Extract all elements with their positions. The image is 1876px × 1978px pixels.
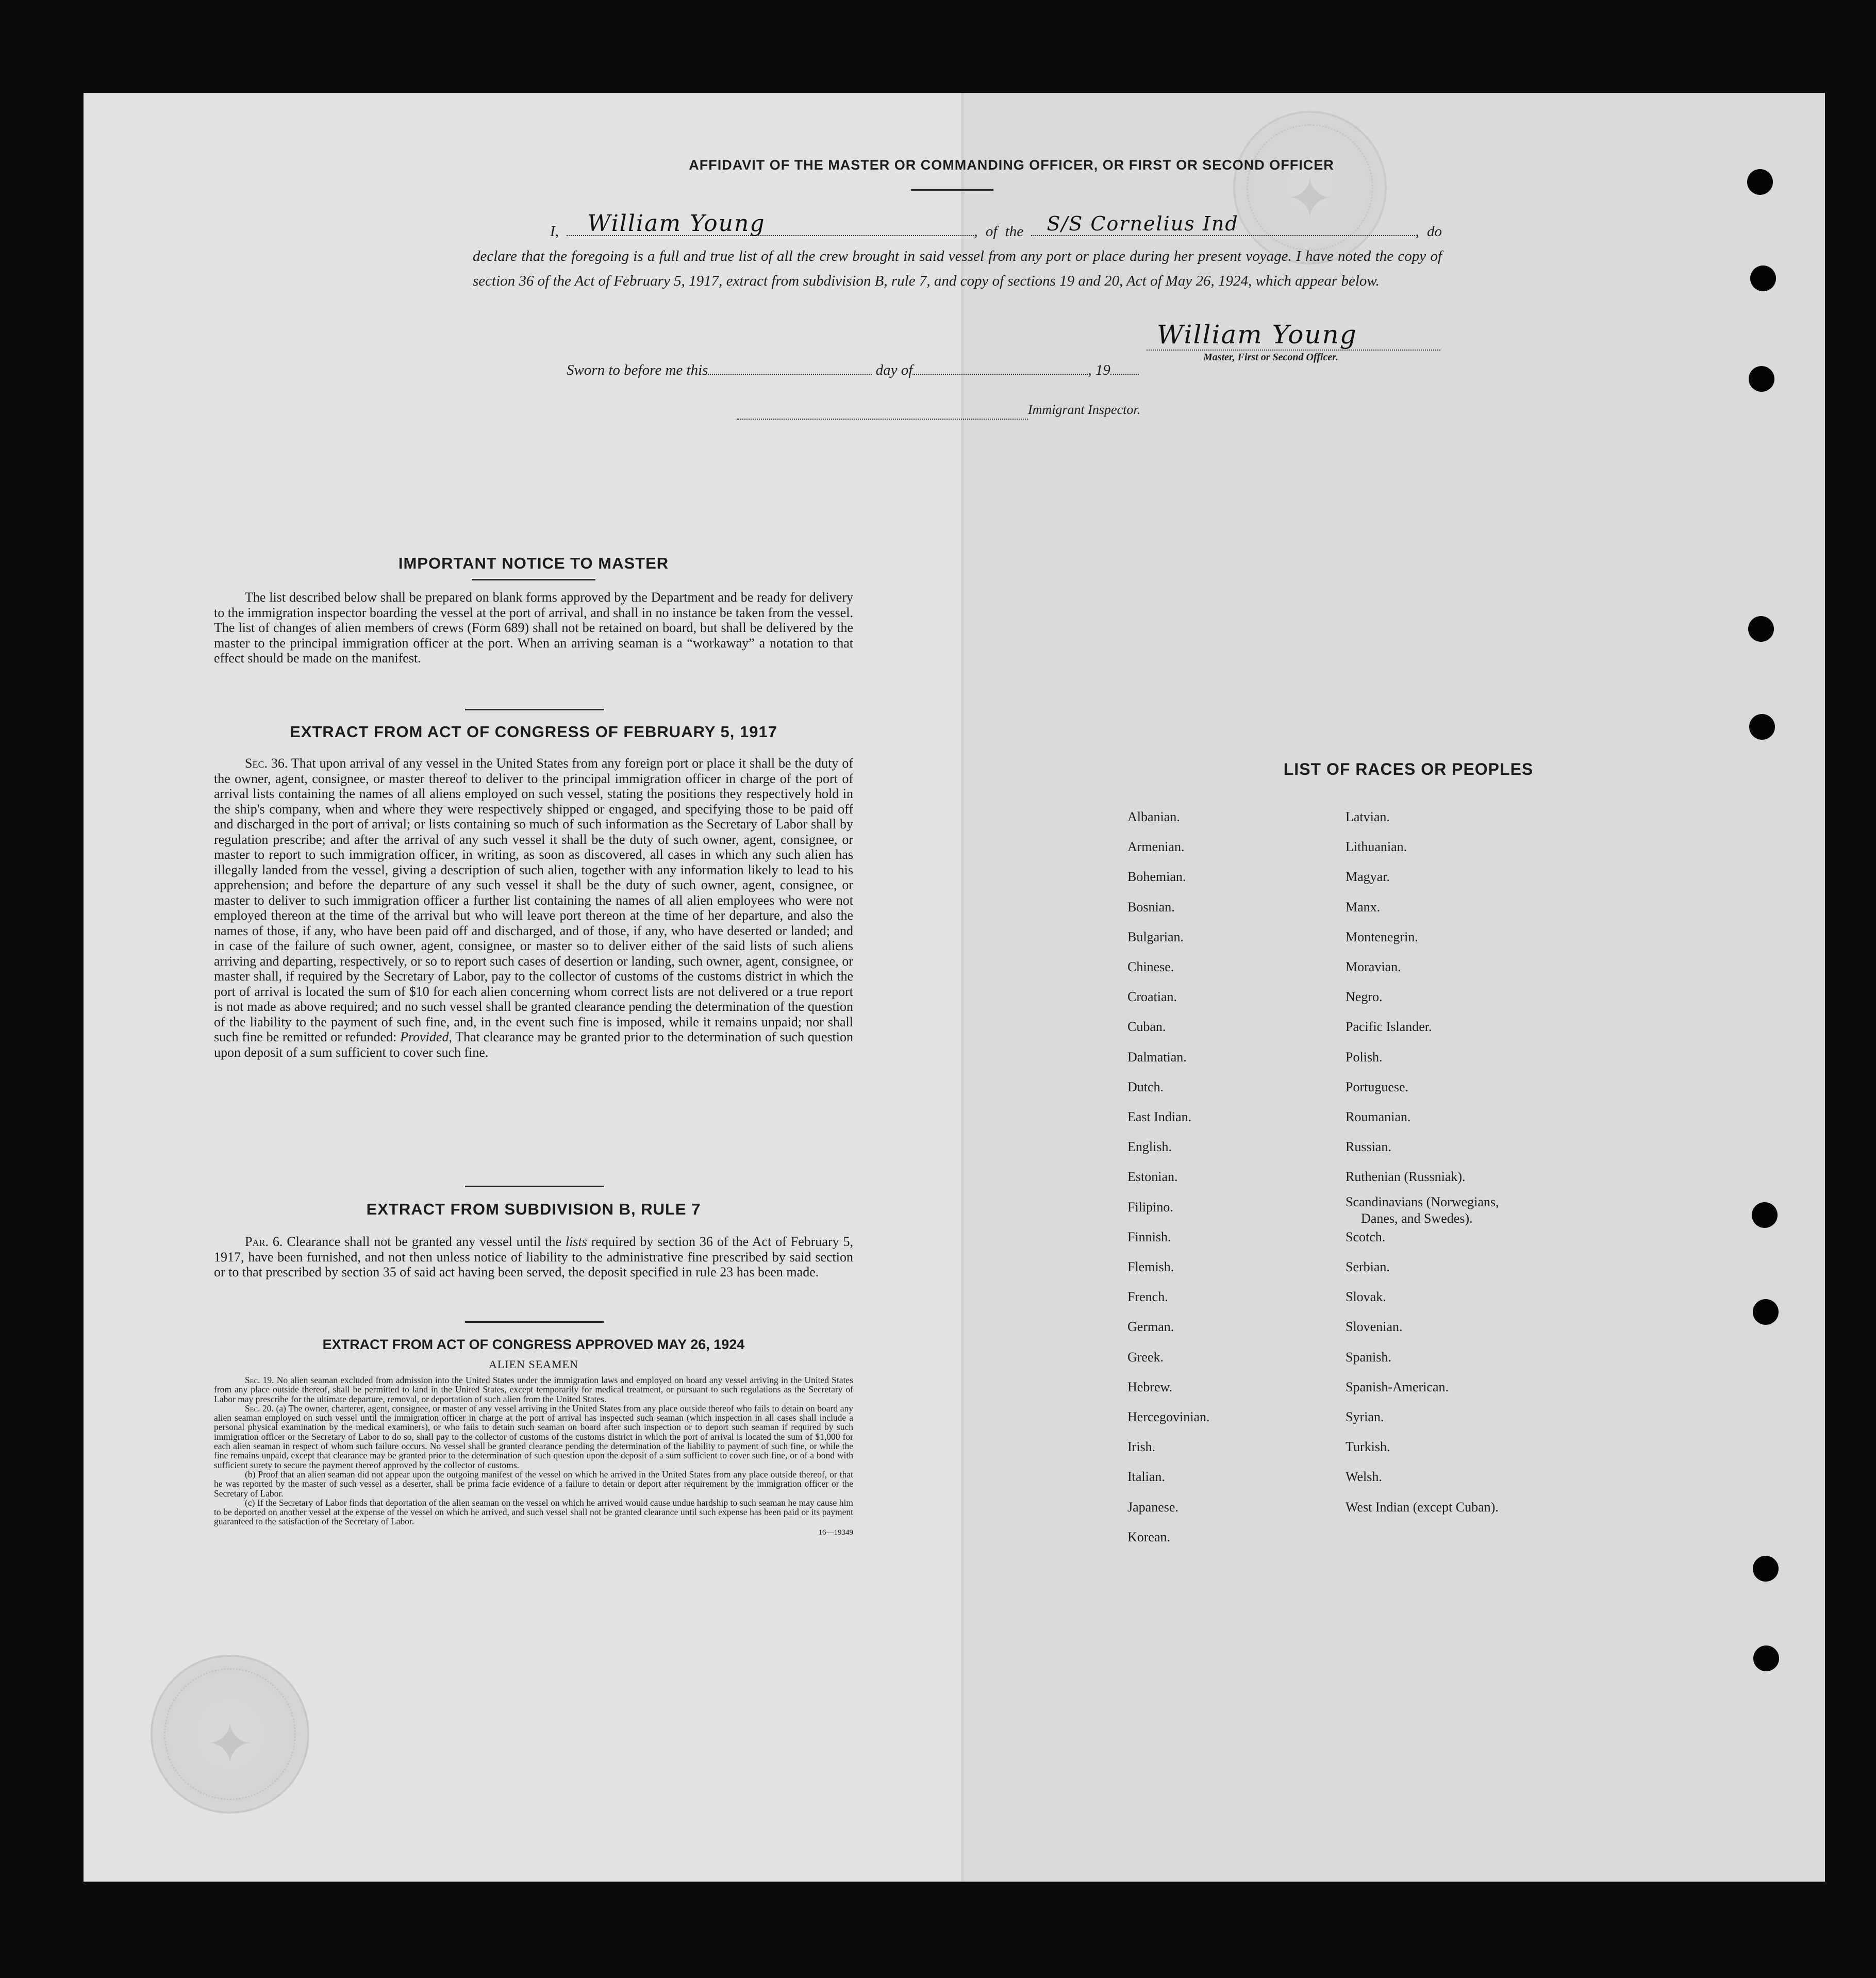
affidavit-i-prefix: I, [550, 223, 559, 240]
race-item: Welsh. [1346, 1469, 1382, 1485]
race-item: Russian. [1346, 1139, 1391, 1155]
race-item: Syrian. [1346, 1409, 1384, 1424]
race-item: Polish. [1346, 1049, 1383, 1065]
sworn-month-field [912, 362, 1088, 375]
notice-body [214, 590, 853, 666]
race-item: Montenegrin. [1346, 929, 1418, 944]
race-item: Latvian. [1346, 809, 1390, 824]
extract-1917-section [214, 723, 853, 1060]
race-item: Scandinavians (Norwegians, [1346, 1194, 1499, 1209]
race-item: Irish. [1127, 1439, 1156, 1455]
race-item: Japanese. [1127, 1499, 1178, 1515]
race-item: Armenian. [1127, 839, 1185, 855]
race-item: Magyar. [1346, 869, 1390, 885]
affidavit-do-declare: , do declare [473, 223, 1442, 264]
binder-hole [1752, 1202, 1778, 1228]
binder-hole [1753, 1645, 1779, 1671]
race-item: Ruthenian (Russniak). [1346, 1169, 1466, 1185]
notice-section [214, 554, 853, 666]
sec20c-text: (c) If the Secretary of Labor finds that deportation of the alien seaman on the vessel on which he arrived would cause undue hardship to such seaman he may cause him to be deported on another vessel at the expense of the vessel on which he arrived, and such vessel shall not be granted clearance until such expense has been paid or its payment guaranteed to the satisfaction of the Secretary of Labor. [214, 1497, 853, 1527]
race-item: German. [1127, 1319, 1174, 1335]
race-item: Spanish. [1346, 1349, 1391, 1365]
binder-hole [1748, 616, 1774, 642]
signature-caption: Master, First or Second Officer. [1203, 352, 1338, 363]
proviso-word: Provided, [400, 1029, 452, 1044]
sworn-year: , 19 [1088, 362, 1110, 378]
rule7-text-before: Clearance shall not be granted any vessel until the [287, 1234, 562, 1249]
race-item: Turkish. [1346, 1439, 1390, 1455]
extract-1924-subtitle: ALIEN SEAMEN [489, 1358, 578, 1371]
race-item: East Indian. [1127, 1109, 1192, 1124]
affidavit-body: that the foregoing is a full and true list of all the crew brought in said vessel from any port or place during her present voyage. I have noted the copy of section 36 of the Act of February 5, 1917, extract from subdivision B, rule 7, and copy of sections 19 and 20, Act of May 26, 1924, which appear below. [473, 248, 1442, 289]
binder-hole [1749, 366, 1774, 392]
extract-1924-section [214, 1337, 853, 1537]
race-item: Negro. [1346, 989, 1383, 1005]
rule7-text-after: required by section 36 of the Act of February 5, 1917, have been furnished, and not then unless notice of liability to the administrative fine prescribed by said section or to that prescribed by section 35 of said act having been served, the deposit specified in rule 23 has been made. [214, 1234, 854, 1279]
race-item: Roumanian. [1346, 1109, 1411, 1124]
sec19-paragraph [214, 1375, 853, 1404]
race-item: Scotch. [1346, 1229, 1386, 1244]
par-label: Par. 6. [245, 1234, 283, 1249]
race-item: Dutch. [1127, 1079, 1164, 1094]
notice-title: IMPORTANT NOTICE TO MASTER [398, 554, 669, 572]
race-item: Italian. [1127, 1469, 1165, 1485]
eagle-emblem-icon: ✦ [206, 1711, 254, 1777]
proviso-text: That clearance may be granted prior to the determination of such question upon deposit of a sum sufficient to cover such fine. [214, 1029, 854, 1060]
sec20b-text: (b) Proof that an alien seaman did not appear upon the outgoing manifest of the vessel on which he arrived in the United States from any place outside thereof, or that he was reported by the master of such vessel as a deserter, shall be prima facie evidence of a failure to detain or deport after requirement by the immigration officer or the Secretary of Labor. [214, 1469, 853, 1499]
race-item: Bosnian. [1127, 899, 1175, 915]
section-label: Sec. 36. [245, 756, 288, 771]
race-item: Greek. [1127, 1349, 1164, 1365]
race-item: Spanish-American. [1346, 1379, 1449, 1394]
affidavit-title: AFFIDAVIT OF THE MASTER OR COMMANDING OFFICER, OR FIRST OR SECOND OFFICER [689, 157, 1334, 173]
sec19-label: Sec. 19. [245, 1375, 274, 1385]
binder-hole [1753, 1556, 1779, 1582]
race-item: Bohemian. [1127, 869, 1186, 885]
affidavit-text [473, 210, 1442, 293]
race-item: Croatian. [1127, 989, 1177, 1005]
extract-rule7-section [214, 1200, 853, 1280]
race-item: Cuban. [1127, 1019, 1166, 1035]
notice-rule [472, 579, 595, 580]
affidavit-of-the: , of the [974, 223, 1024, 240]
extract-rule7-body [214, 1234, 853, 1280]
race-item: Flemish. [1127, 1259, 1174, 1274]
race-item: West Indian (except Cuban). [1346, 1499, 1499, 1515]
extract-1917-title: EXTRACT FROM ACT OF CONGRESS OF FEBRUARY 5, 1917 [290, 723, 777, 741]
lists-word: lists [566, 1234, 587, 1249]
embossed-seal-bottom [151, 1655, 309, 1814]
extract-1917-body [214, 756, 853, 1060]
section-divider [465, 709, 604, 710]
race-item: Bulgarian. [1127, 929, 1184, 944]
inspector-caption: Immigrant Inspector. [1028, 402, 1141, 417]
sec20a-paragraph [214, 1404, 853, 1470]
section-36-text: That upon arrival of any vessel in the United States from any foreign port or place it shall be the duty of the owner, agent, consignee, or master thereof to deliver to the principal immigration officer in charge of the port of arrival lists containing the names of all aliens employed on such vessel, stating the positions they respectively hold in the ship's company, when and where they were respectively shipped or engaged, and specifying those to be paid off and discharged in the port of arrival; or lists containing so much of such information as the Secretary of Labor shall by regulation prescribe; and after the arrival of any such vessel it shall be the duty of such owner, agent, consignee, or master to report to such immigration officer, in writing, as soon as discovered, all cases in which any such alien has illegally landed from the vessel, giving a description of such alien, together with any information likely to lead to his apprehension; and before the departure of any such vessel it shall be the duty of such owner, agent, consignee, or master to deliver to such immigration officer a further list containing the names of all alien employees who were not employed thereon at the time of the arrival but who will leave port thereon at the time of her departure, and also the names of those, if any, who have been paid off and discharged, and of those, if any, who have deserted or landed; and in case of the failure of such owner, agent, consignee, or master so to deliver either of the said lists of such aliens arriving and departing, respectively, or so to report such cases of desertion or landing, such owner, agent, consignee, or master shall, if required by the Secretary of Labor, pay to the collector of customs of the customs district in which the port of arrival is located the sum of $10 for each alien concerning whom correct lists are not delivered or a true report is not made as above required; and no such vessel shall be granted clearance pending the determination of the question of the liability to the payment of such fine, and, in the event such fine is imposed, while it remains unpaid; nor shall such fine be remitted or refunded: [214, 756, 854, 1044]
race-item: Hercegovinian. [1127, 1409, 1210, 1424]
right-page [965, 93, 1825, 1882]
vessel-name-field [1031, 212, 1415, 236]
race-item: Estonian. [1127, 1169, 1178, 1185]
race-item: Slovak. [1346, 1289, 1386, 1305]
master-name-field [567, 210, 974, 237]
notice-body-text: The list described below shall be prepared on blank forms approved by the Department and be ready for delivery to the immigration inspector boarding the vessel at the port of arrival, and shall in no instance be taken from the vessel. The list of changes of alien members of crews (Form 689) shall not be retained on board, but shall be delivered by the master to the principal immigration officer at the port. When an arriving seaman is a “workaway” a notation to that effect should be made on the manifest. [214, 590, 853, 666]
race-item: Slovenian. [1346, 1319, 1403, 1335]
race-item: Danes, and Swedes). [1361, 1210, 1473, 1226]
master-signature-line [1147, 320, 1440, 351]
races-title: LIST OF RACES OR PEOPLES [1283, 760, 1534, 778]
race-item: Albanian. [1127, 809, 1180, 824]
binder-hole [1749, 714, 1775, 740]
sec20a-text: (a) The owner, charterer, agent, consignee, or master of any vessel arriving in the United States from any place outside thereof who fails to detain on board any alien seaman employed on such vessel until the immigration officer in charge at the port of arrival has inspected such seaman (which inspection in all cases shall include a personal physical examination by the medical examiners), or who fails to detain such seaman on board after such inspection or to deport such seaman if required by such immigration officer or the Secretary of Labor to do so, shall pay to the collector of customs of the customs district in which the port of arrival is located the sum of $1,000 for each alien seaman in respect of whom such failure occurs. No vessel shall be granted clearance pending the determination of the liability to payment of such fine, or while the fine remains unpaid, except that clearance may be granted prior to the determination of such question upon the deposit of a sum sufficient to cover such fine, or of a bond with sufficient surety to secure the payment thereof approved by the collector of customs. [214, 1403, 854, 1470]
sworn-date-field [708, 362, 872, 375]
eagle-emblem-icon: ✦ [1286, 165, 1334, 231]
race-item: Chinese. [1127, 959, 1174, 974]
document-sheet [84, 93, 1825, 1882]
race-item: Hebrew. [1127, 1379, 1173, 1394]
vessel-name-handwriting: S/S Cornelius Ind [1047, 212, 1239, 235]
sec19-text: No alien seaman excluded from admission into the United States under the immigration laws and employed on board any vessel arriving in the United States from any place outside thereof, shall be permitted to land in the United States, except temporarily for medical treatment, or pursuant to such regulations as the Secretary of Labor may prescribe for the ultimate departure, removal, or deportation of such alien from the United States. [214, 1375, 854, 1404]
race-item: Moravian. [1346, 959, 1401, 974]
race-item: Filipino. [1127, 1199, 1173, 1215]
race-item: Dalmatian. [1127, 1049, 1187, 1065]
race-item: Portuguese. [1346, 1079, 1409, 1094]
affidavit-title-rule [911, 189, 993, 191]
race-item: Manx. [1346, 899, 1381, 915]
extract-1924-title: EXTRACT FROM ACT OF CONGRESS APPROVED MAY 26, 1924 [322, 1337, 745, 1352]
page-fold [961, 93, 965, 1882]
race-item: Lithuanian. [1346, 839, 1407, 855]
sec20b-paragraph [214, 1470, 853, 1498]
binder-hole [1747, 169, 1773, 195]
race-item: English. [1127, 1139, 1172, 1155]
race-item: Pacific Islander. [1346, 1019, 1432, 1035]
section-divider [465, 1186, 604, 1187]
sworn-prefix: Sworn to before me this [567, 362, 708, 378]
race-item: Finnish. [1127, 1229, 1171, 1244]
sworn-line [567, 362, 1288, 379]
race-item: Korean. [1127, 1529, 1171, 1544]
race-item: Serbian. [1346, 1259, 1390, 1274]
inspector-signature-field [737, 407, 1028, 420]
sworn-year-field [1110, 362, 1139, 375]
race-item: French. [1127, 1289, 1168, 1305]
section-divider [465, 1321, 604, 1323]
form-number: 16—19349 [818, 1528, 853, 1537]
sworn-day-of: day of [875, 362, 913, 378]
master-name-handwriting: William Young [587, 210, 766, 237]
binder-hole [1753, 1299, 1779, 1325]
sec20c-paragraph [214, 1498, 853, 1526]
binder-hole [1750, 265, 1776, 291]
extract-rule7-title: EXTRACT FROM SUBDIVISION B, RULE 7 [366, 1200, 701, 1218]
master-signature: William Young [1157, 320, 1357, 350]
sec20-label: Sec. 20. [245, 1403, 274, 1414]
